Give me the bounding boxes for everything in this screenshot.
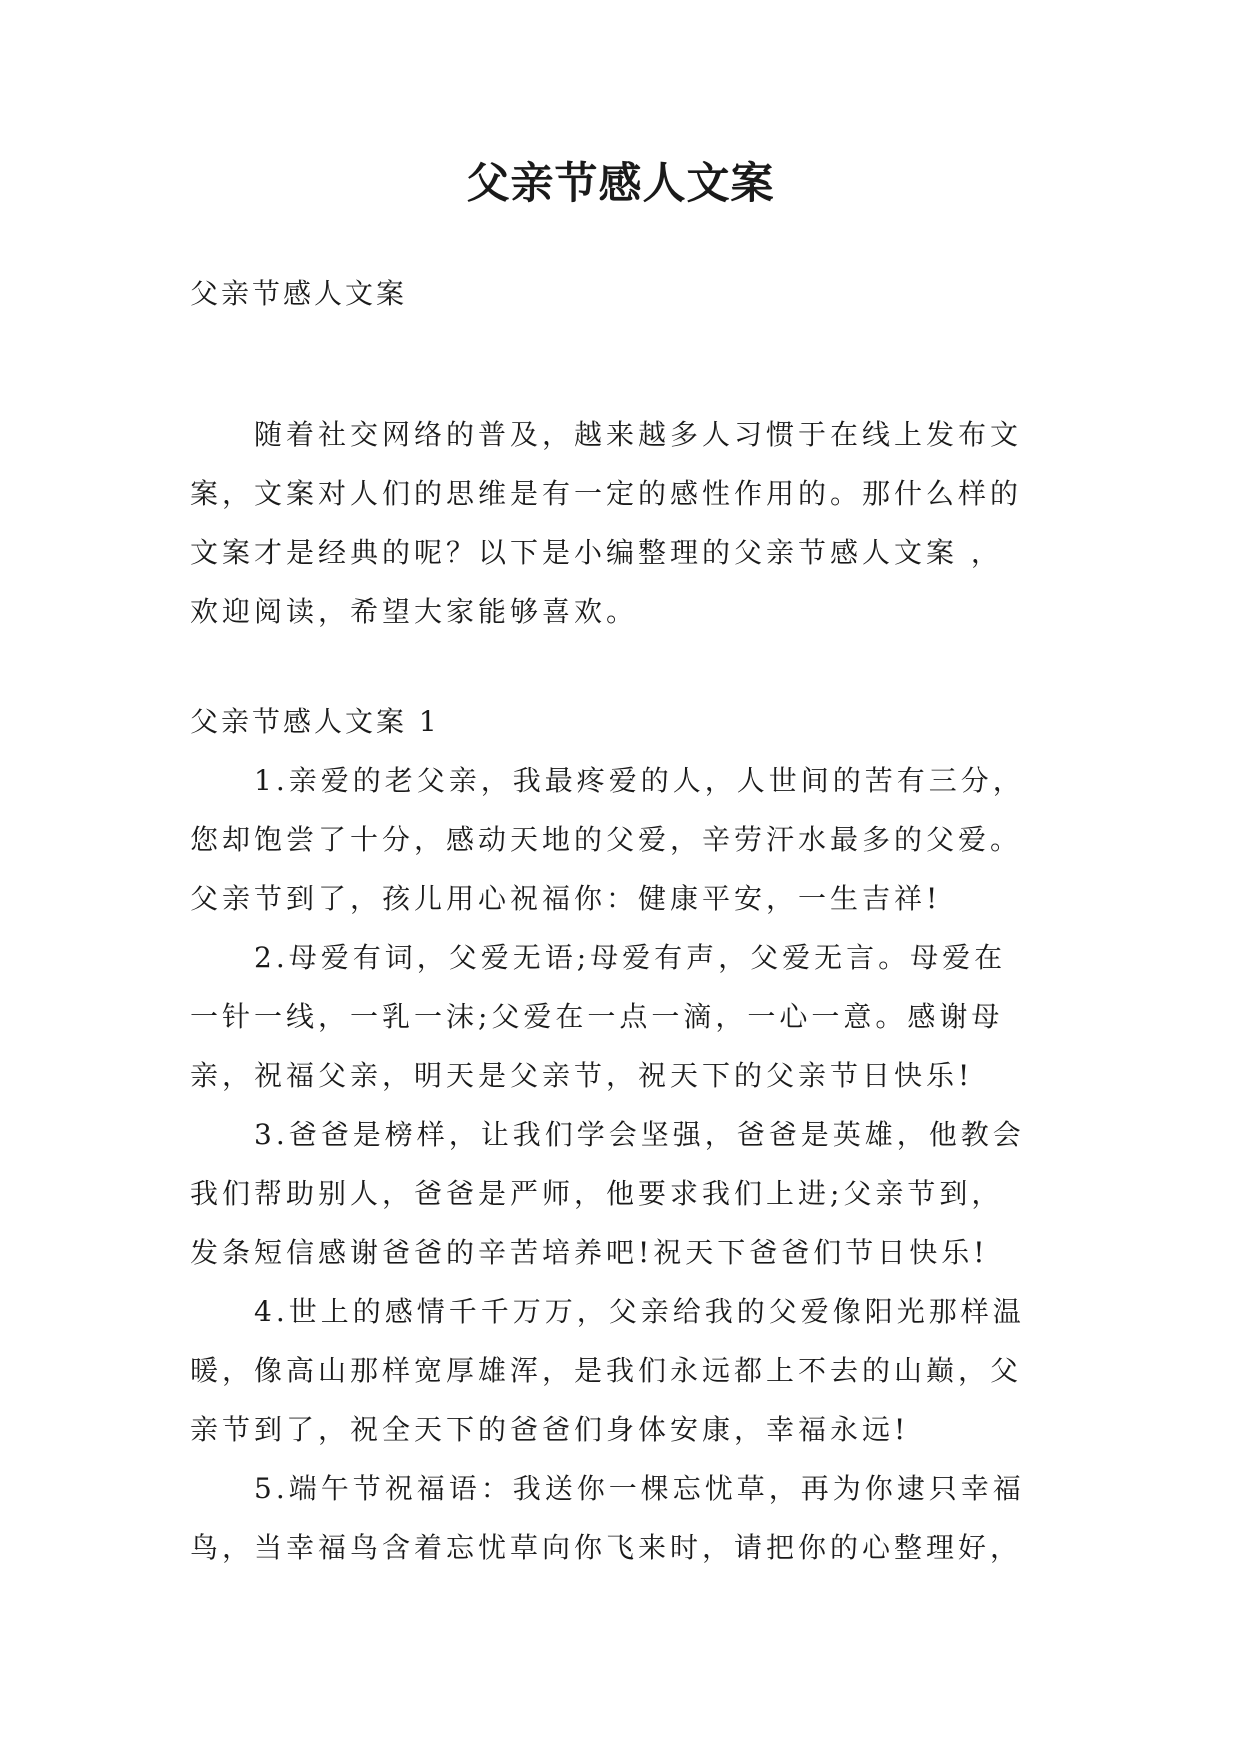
item-line: 4.世上的感情千千万万，父亲给我的父爱像阳光那样温: [190, 1295, 1025, 1328]
document-subtitle: 父亲节感人文案: [190, 277, 408, 310]
item-line: 一针一线，一乳一沫;父爱在一点一滴，一心一意。感谢母: [190, 1000, 1004, 1033]
item-line: 1.亲爱的老父亲，我最疼爱的人，人世间的苦有三分，: [190, 764, 1025, 797]
intro-line: 案，文案对人们的思维是有一定的感性作用的。那什么样的: [190, 477, 1023, 510]
section-heading: 父亲节感人文案 1: [190, 705, 440, 738]
item-line: 父亲节到了，孩儿用心祝福你：健康平安，一生吉祥!: [190, 882, 942, 915]
item-line: 3.爸爸是榜样，让我们学会坚强，爸爸是英雄，他教会: [190, 1118, 1025, 1151]
item-line: 亲节到了，祝全天下的爸爸们身体安康，幸福永远!: [190, 1413, 910, 1446]
item-line: 暖，像高山那样宽厚雄浑，是我们永远都上不去的山巅，父: [190, 1354, 1023, 1387]
item-list: [190, 751, 1070, 1577]
item-line: 亲，祝福父亲，明天是父亲节，祝天下的父亲节日快乐!: [190, 1059, 974, 1092]
item-line: 您却饱尝了十分，感动天地的父爱，辛劳汗水最多的父爱。: [190, 823, 1023, 856]
item-line: 发条短信感谢爸爸的辛苦培养吧!祝天下爸爸们节日快乐!: [190, 1236, 989, 1269]
item-line: 我们帮助别人，爸爸是严师，他要求我们上进;父亲节到，: [190, 1177, 1004, 1210]
intro-line: 文案才是经典的呢？以下是小编整理的父亲节感人文案 ，: [190, 536, 1003, 569]
intro-paragraph: [190, 405, 1070, 641]
intro-line: 随着社交网络的普及，越来越多人习惯于在线上发布文: [190, 418, 1023, 451]
item-line: 鸟，当幸福鸟含着忘忧草向你飞来时，请把你的心整理好，: [190, 1531, 1023, 1564]
intro-line: 欢迎阅读，希望大家能够喜欢。: [190, 595, 639, 628]
document-title: 父亲节感人文案: [466, 159, 775, 209]
item-line: 5.端午节祝福语：我送你一棵忘忧草，再为你逮只幸福: [190, 1472, 1025, 1505]
item-line: 2.母爱有词，父爱无语;母爱有声，父爱无言。母爱在: [190, 941, 1007, 974]
